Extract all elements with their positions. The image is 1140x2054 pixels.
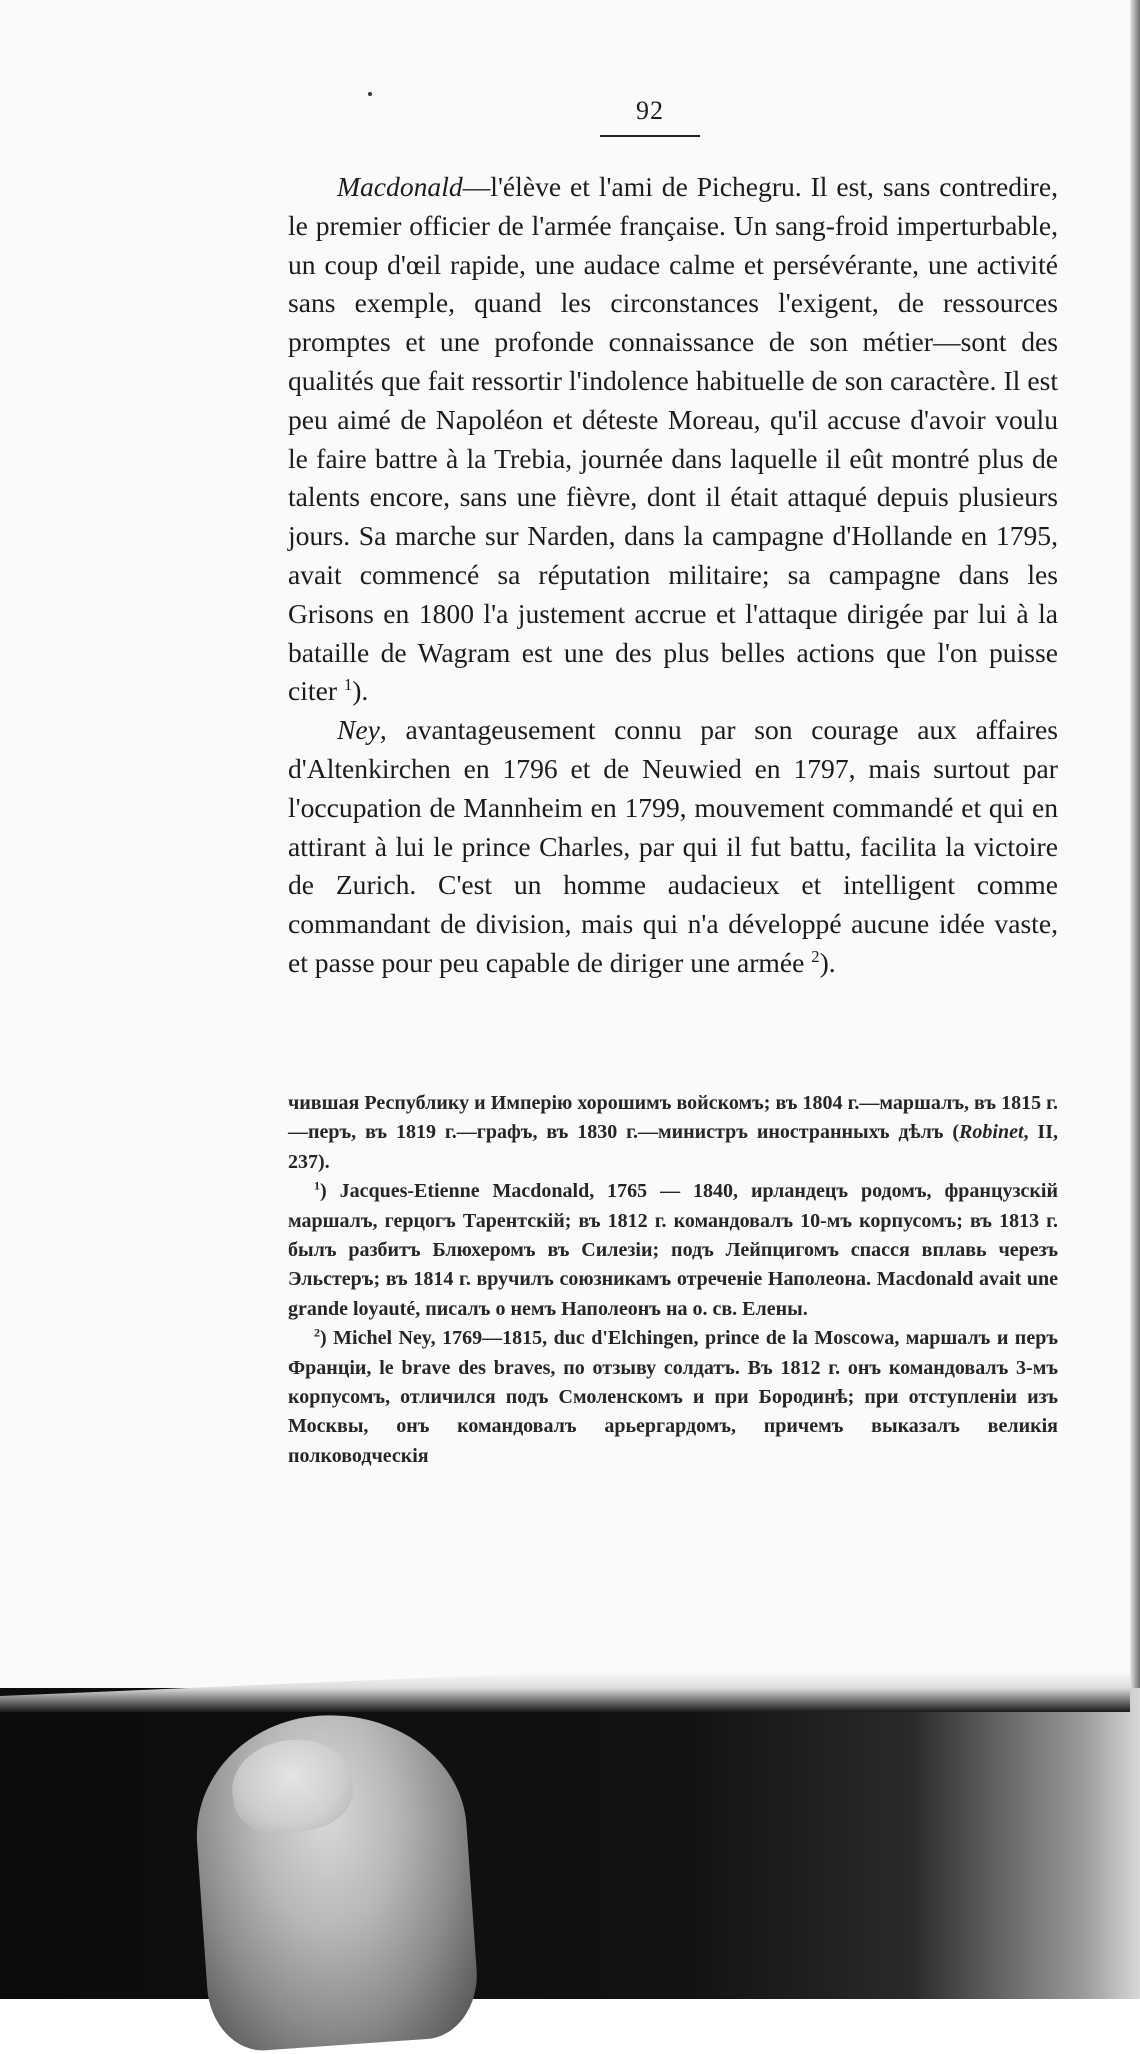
macdonald-text: —l'élève et l'ami de Pichegru. Il est, sans contredire, le premier officier de l'armée française. Un sang-froid imperturbable, un coup d'œil rapide, une audace calme et persévérante, une activité sans exemple, quand les circonstances l'exigent, de ressources promptes et une profonde connaissance de son métier—sont des qualités que fait ressortir l'indolence habituelle de son caractère. Il est peu aimé de Napoléon et déteste Moreau, qu'il accuse d'avoir voulu le faire battre à la Trebia, journée dans laquelle il eût montré plus de talents encore, sans une fièvre, dont il était attaqué depuis plusieurs jours. Sa marche sur Narden, dans la campagne d'Hollande en 1795, avait commencé sa réputation militaire; sa campagne dans les Grisons en 1800 l'a justement accrue et l'attaque dirigée par lui à la bataille de Wagram est une des plus belles actions que l'on puisse citer — [288, 171, 1058, 707]
footnote-2-text: ) Michel Ney, 1769—1815, duc d'Elchingen, prince de la Moscowa, маршалъ и перъ Франціи, le brave des braves, по отзыву солдатъ. Въ 1812 г. онъ командовалъ 3-мъ корпусомъ, отличился подъ Смоленскомъ и при Бородинѣ; при отступленіи изъ Москвы, онъ командовалъ арьергардомъ, причемъ выказалъ великія полководческія — [288, 1327, 1058, 1467]
main-text — [288, 168, 1058, 983]
footnote-continuation — [288, 1089, 1058, 1177]
footnote-ref-2: 2 — [811, 946, 820, 966]
footnote-2-marker: 2 — [314, 1325, 320, 1340]
ink-speck — [368, 92, 372, 96]
continuation-end: , II, 237). — [288, 1121, 1058, 1173]
footnotes — [288, 1089, 1058, 1471]
macdonald-name: Macdonald — [337, 171, 463, 202]
paragraph-macdonald — [288, 168, 1058, 711]
header-rule — [600, 135, 700, 137]
footnote-ref-1: 1 — [343, 675, 353, 695]
continuation-text: чившая Республику и Имперію хорошимъ войскомъ; въ 1804 г.—маршалъ, въ 1815 г.—перъ, въ 1819 г.—графъ, въ 1830 г.—министръ иностранныхъ дѣлъ ( — [288, 1092, 1058, 1144]
ney-end: ). — [819, 946, 836, 978]
scanner-shadow — [0, 1688, 1140, 1999]
paragraph-ney — [288, 711, 1058, 983]
ney-name: Ney — [337, 714, 380, 746]
footnote-2 — [288, 1324, 1058, 1471]
ney-text: , avantageusement connu par son courage aux affaires d'Altenkirchen en 1796 et de Neuwied en 1797, mais surtout par l'occupation de Mannheim en 1799, mouvement commandé et qui en attirant à lui le prince Charles, par qui il fut battu, facilita la victoire de Zurich. C'est un homme audacieux et intelligent comme commandant de division, mais qui n'a développé aucune idée vaste, et passe pour peu capable de diriger une armée — [288, 714, 1058, 978]
page-curl — [0, 1672, 1130, 1712]
page-number: 92 — [636, 96, 664, 125]
page-edge-shadow — [1130, 0, 1140, 1690]
continuation-source: Robinet — [959, 1121, 1024, 1144]
footnote-1-marker: 1 — [314, 1178, 320, 1193]
footnote-1 — [288, 1177, 1058, 1324]
macdonald-end: ). — [352, 675, 369, 707]
footnote-1-text: ) Jacques-Etienne Macdonald, 1765 — 1840, ирландецъ родомъ, французскій маршалъ, герцогъ Тарентскій; въ 1812 г. командовалъ 10-мъ корпусомъ; въ 1813 г. былъ разбитъ Блюхеромъ въ Силезіи; подъ Лейпцигомъ спасся вплавь черезъ Эльстеръ; въ 1814 г. вручилъ союзникамъ отреченіе Наполеона. Macdonald avait une grande loyauté, писалъ о немъ Наполеонъ на о. св. Елены. — [288, 1180, 1058, 1320]
